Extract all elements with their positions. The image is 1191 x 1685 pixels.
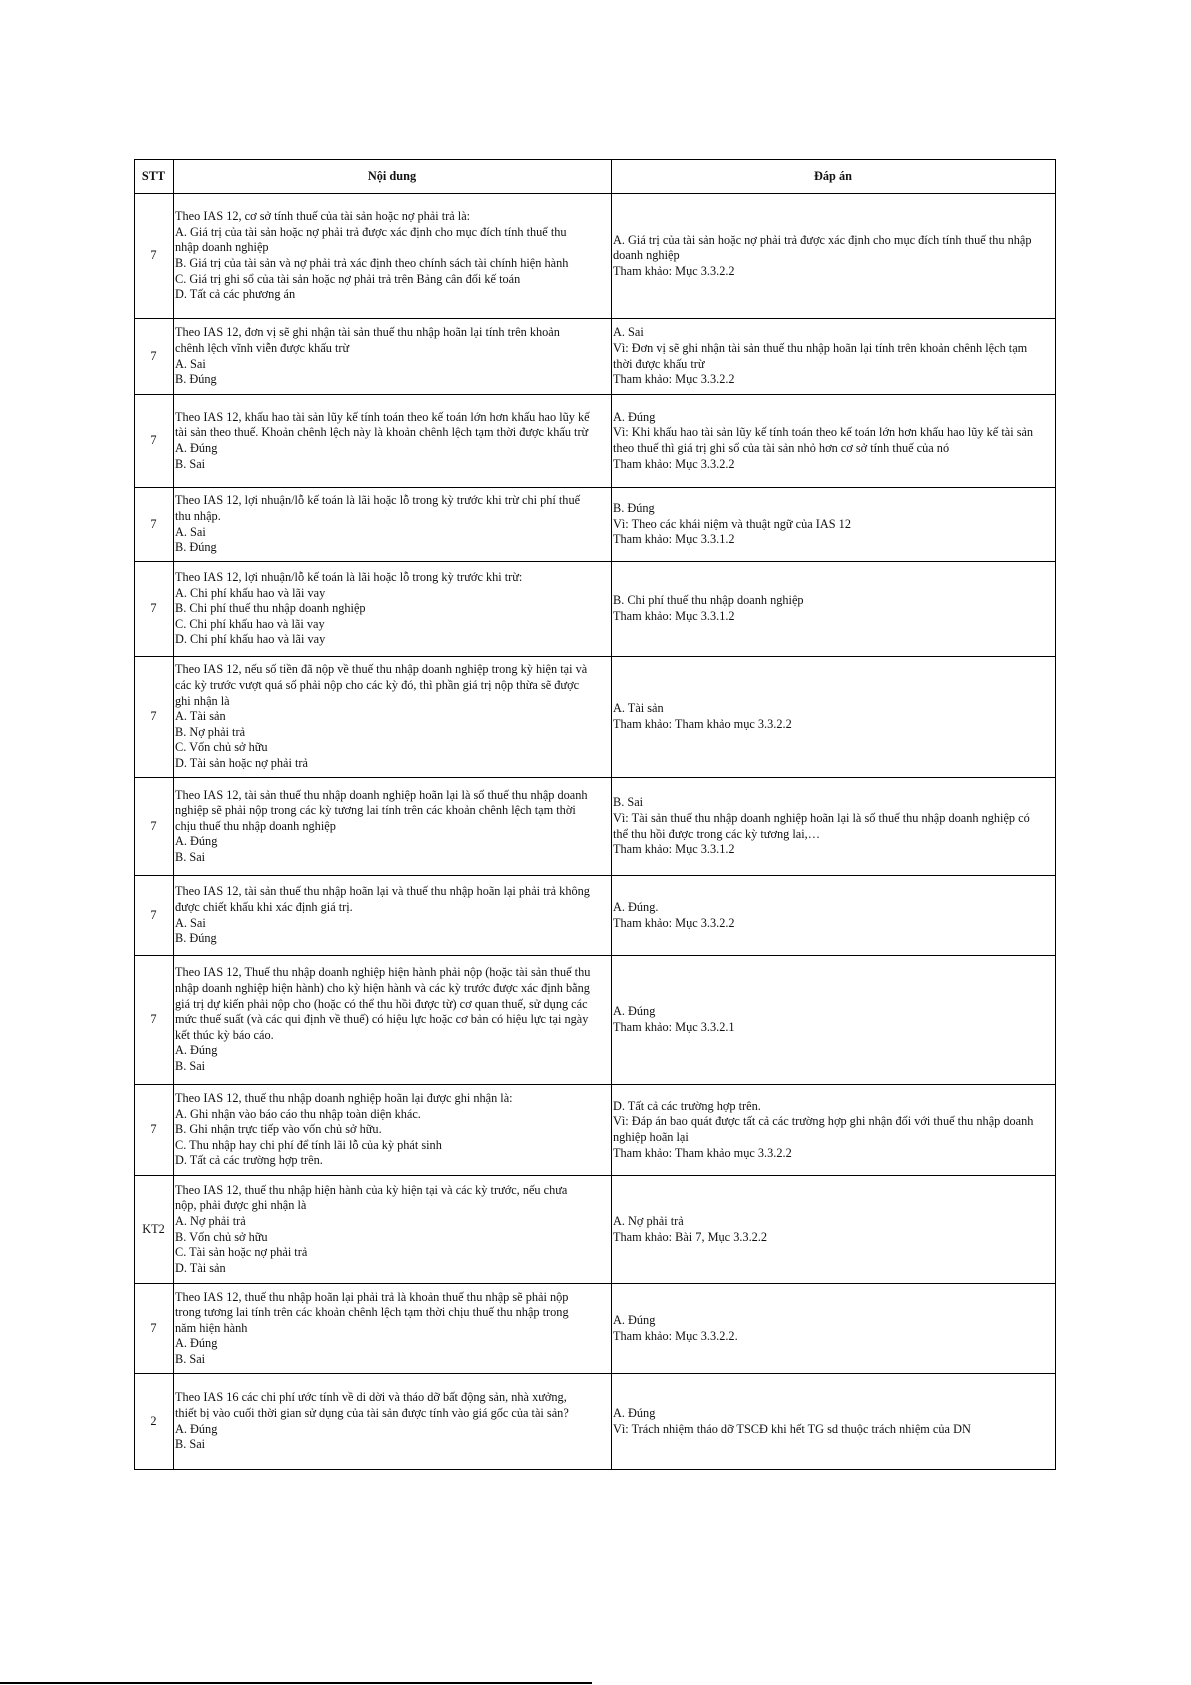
- answer-line: A. Sai: [613, 325, 644, 340]
- question-line: B. Đúng: [175, 372, 217, 387]
- answer-cell: [612, 876, 1056, 956]
- question-line: B. Sai: [175, 456, 206, 471]
- row-number: 7: [135, 488, 174, 562]
- question-line: nhập doanh nghiệp hiện hành) cho kỳ hiện hành và các kỳ trước được xác định bằng: [175, 981, 590, 996]
- answer-line: A. Đúng: [613, 1405, 656, 1420]
- question-line: C. Tài sản hoặc nợ phải trả: [175, 1245, 308, 1260]
- question-line: A. Tài sản: [175, 709, 226, 724]
- question-line: A. Đúng: [175, 441, 218, 455]
- question-cell: [174, 488, 612, 562]
- answer-line: A. Đúng.: [613, 899, 659, 914]
- row-number: 7: [135, 1284, 174, 1374]
- question-line: mức thuế suất (và các qui định về thuế) có hiệu lực hoặc cơ bản có hiệu lực tại ngày: [175, 1012, 589, 1027]
- question-line: A. Sai: [175, 524, 206, 539]
- table-row: [135, 778, 1056, 876]
- question-cell: [174, 319, 612, 395]
- question-line: chênh lệch vĩnh viễn được khấu trừ: [175, 340, 350, 355]
- question-line: A. Ghi nhận vào báo cáo thu nhập toàn diện khác.: [175, 1106, 421, 1121]
- question-line: D. Tất cả các trường hợp trên.: [175, 1153, 323, 1168]
- question-line: B. Ghi nhận trực tiếp vào vốn chủ sở hữu.: [175, 1122, 382, 1137]
- answer-cell: [612, 657, 1056, 778]
- question-line: B. Sai: [175, 849, 206, 864]
- answer-line: B. Sai: [613, 795, 644, 810]
- answer-line: Tham khảo: Mục 3.3.2.1: [613, 1020, 735, 1034]
- answer-line: D. Tất cả các trường hợp trên.: [613, 1098, 761, 1113]
- question-line: năm hiện hành: [175, 1320, 248, 1335]
- table-row: [135, 395, 1056, 488]
- row-number: 2: [135, 1374, 174, 1470]
- question-line: thu nhập.: [175, 508, 221, 523]
- answer-cell: [612, 194, 1056, 319]
- question-line: Theo IAS 12, khấu hao tài sản lũy kế tính toán theo kế toán lớn hơn khấu hao lũy kế: [175, 409, 590, 424]
- answer-line: A. Đúng: [613, 1312, 656, 1327]
- table-row: [135, 657, 1056, 778]
- row-number: 7: [135, 562, 174, 657]
- question-line: A. Đúng: [175, 1421, 218, 1436]
- question-line: Theo IAS 12, thuế thu nhập hiện hành của kỳ hiện tại và các kỳ trước, nếu chưa: [175, 1182, 568, 1197]
- question-line: Theo IAS 12, thuế thu nhập hoãn lại phải trả là khoản thuế thu nhập sẽ phải nộp: [175, 1289, 569, 1304]
- question-cell: [174, 1085, 612, 1176]
- question-line: Theo IAS 12, lợi nhuận/lỗ kế toán là lãi hoặc lỗ trong kỳ trước khi trừ chi phí thuế: [175, 493, 581, 508]
- answer-line: Tham khảo: Mục 3.3.2.2: [613, 456, 735, 471]
- answer-cell: [612, 1085, 1056, 1176]
- row-number: 7: [135, 194, 174, 319]
- answer-line: Tham khảo: Mục 3.3.2.2: [613, 915, 735, 930]
- question-line: B. Sai: [175, 1351, 206, 1366]
- question-cell: [174, 1284, 612, 1374]
- answer-cell: [612, 395, 1056, 488]
- question-line: B. Nợ phải trả: [175, 724, 246, 739]
- question-line: Theo IAS 12, thuế thu nhập doanh nghiệp hoãn lại được ghi nhận là:: [175, 1091, 513, 1106]
- answer-line: Tham khảo: Mục 3.3.2.2: [613, 372, 735, 387]
- question-line: được chiết khấu khi xác định giá trị.: [175, 899, 353, 914]
- question-line: thiết bị vào cuối thời gian sử dụng của tài sản được tính vào giá gốc của tài sản?: [175, 1405, 569, 1420]
- header-answer: Đáp án: [612, 160, 1056, 194]
- question-line: C. Thu nhập hay chi phí để tính lãi lỗ của kỳ phát sinh: [175, 1137, 442, 1152]
- question-line: B. Đúng: [175, 540, 217, 555]
- question-line: C. Giá trị ghi sổ của tài sản hoặc nợ phải trả trên Bảng cân đối kế toán: [175, 271, 521, 286]
- question-line: giá trị dự kiến phải nộp cho (hoặc có thể thu hồi được từ) cơ quan thuế, sử dụng các: [175, 996, 588, 1011]
- answer-cell: [612, 1374, 1056, 1470]
- table-row: [135, 1085, 1056, 1176]
- answer-line: Vì: Khi khấu hao tài sản lũy kế tính toán theo kế toán lớn hơn khấu hao lũy kế tài sản: [613, 425, 1034, 440]
- question-line: A. Sai: [175, 915, 206, 930]
- question-line: B. Sai: [175, 1437, 206, 1452]
- question-cell: [174, 562, 612, 657]
- answer-line: Tham khảo: Bài 7, Mục 3.3.2.2: [613, 1229, 768, 1244]
- table-row: [135, 1176, 1056, 1284]
- row-number: 7: [135, 876, 174, 956]
- question-line: A. Đúng: [175, 1336, 218, 1351]
- question-line: Theo IAS 12, cơ sở tính thuế của tài sản hoặc nợ phải trả là:: [175, 209, 471, 224]
- table-row: [135, 956, 1056, 1085]
- row-number: 7: [135, 395, 174, 488]
- question-line: nộp, phải được ghi nhận là: [175, 1198, 307, 1213]
- row-number: 7: [135, 319, 174, 395]
- question-line: các kỳ trước vượt quá số phải nộp cho các kỳ đó, thì phần giá trị nộp thừa sẽ được: [175, 678, 580, 693]
- question-line: A. Sai: [175, 356, 206, 371]
- answer-line: A. Giá trị của tài sản hoặc nợ phải trả được xác định cho mục đích tính thuế thu nhập: [613, 232, 1032, 247]
- answer-cell: [612, 562, 1056, 657]
- question-line: A. Nợ phải trả: [175, 1213, 246, 1228]
- answer-line: Vì: Đơn vị sẽ ghi nhận tài sản thuế thu nhập hoãn lại tính trên khoản chênh lệch tạm: [613, 340, 1028, 355]
- question-line: Theo IAS 12, Thuế thu nhập doanh nghiệp hiện hành phải nộp (hoặc tài sản thuế thu: [175, 965, 591, 980]
- answer-line: Vì: Trách nhiệm tháo dỡ TSCĐ khi hết TG sd thuộc trách nhiệm của DN: [613, 1421, 971, 1436]
- question-line: D. Tài sản hoặc nợ phải trả: [175, 755, 308, 770]
- question-answer-table: [134, 159, 1056, 1470]
- question-line: A. Đúng: [175, 1043, 218, 1058]
- question-line: Theo IAS 12, nếu số tiền đã nộp về thuế thu nhập doanh nghiệp trong kỳ hiện tại và: [175, 662, 588, 677]
- question-line: nhập doanh nghiệp: [175, 240, 269, 255]
- question-line: Theo IAS 12, đơn vị sẽ ghi nhận tài sản thuế thu nhập hoãn lại tính trên khoản: [175, 325, 560, 340]
- answer-line: A. Đúng: [613, 409, 656, 424]
- table-header-row: [135, 160, 1056, 194]
- answer-cell: [612, 1176, 1056, 1284]
- question-cell: [174, 956, 612, 1085]
- question-line: D. Tất cả các phương án: [175, 287, 296, 302]
- table-row: [135, 876, 1056, 956]
- table-row: [135, 1284, 1056, 1374]
- question-line: C. Vốn chủ sở hữu: [175, 740, 268, 755]
- answer-line: Tham khảo: Mục 3.3.1.2: [613, 532, 735, 547]
- question-line: Theo IAS 12, lợi nhuận/lỗ kế toán là lãi hoặc lỗ trong kỳ trước khi trừ:: [175, 570, 523, 585]
- answer-line: B. Đúng: [613, 501, 655, 516]
- answer-line: Tham khảo: Mục 3.3.1.2: [613, 842, 735, 857]
- footer-divider: [0, 1682, 592, 1684]
- question-line: chịu thuế thu nhập doanh nghiệp: [175, 818, 336, 833]
- answer-line: A. Nợ phải trả: [613, 1213, 684, 1228]
- question-line: B. Vốn chủ sở hữu: [175, 1229, 268, 1244]
- question-line: nghiệp sẽ phải nộp trong các kỳ tương lai tính trên các khoản chênh lệch tạm thời: [175, 803, 576, 818]
- question-cell: [174, 1374, 612, 1470]
- header-stt: STT: [135, 160, 174, 194]
- question-cell: [174, 395, 612, 488]
- answer-line: thời được khấu trừ: [613, 356, 705, 371]
- question-cell: [174, 1176, 612, 1284]
- table-row: [135, 1374, 1056, 1470]
- question-cell: [174, 657, 612, 778]
- table-body: [135, 194, 1056, 1470]
- answer-line: theo thuế thì giá trị ghi sổ của tài sản nhỏ hơn cơ sở tính thuế của nó: [613, 441, 950, 455]
- table-row: [135, 194, 1056, 319]
- answer-cell: [612, 956, 1056, 1085]
- row-number: 7: [135, 1085, 174, 1176]
- question-cell: [174, 876, 612, 956]
- answer-line: nghiệp hoãn lại: [613, 1130, 689, 1144]
- question-line: Theo IAS 12, tài sản thuế thu nhập hoãn lại và thuế thu nhập hoãn lại phải trả không: [175, 884, 590, 899]
- table-row: [135, 562, 1056, 657]
- answer-line: B. Chi phí thuế thu nhập doanh nghiệp: [613, 593, 804, 608]
- question-line: tài sản theo thuế. Khoản chênh lệch này là khoản chênh lệch tạm thời được khấu trừ: [175, 425, 589, 440]
- question-line: kết thúc kỳ báo cáo.: [175, 1027, 274, 1042]
- answer-line: Tham khảo: Mục 3.3.1.2: [613, 609, 735, 623]
- question-line: trong tương lai tính trên các khoản chênh lệch tạm thời chịu thuế thu nhập trong: [175, 1305, 569, 1320]
- row-number: 7: [135, 956, 174, 1085]
- question-line: D. Tài sản: [175, 1260, 226, 1275]
- answer-line: A. Đúng: [613, 1004, 656, 1019]
- answer-line: Tham khảo: Mục 3.3.2.2: [613, 263, 735, 278]
- row-number: 7: [135, 657, 174, 778]
- question-line: B. Đúng: [175, 931, 217, 946]
- row-number: 7: [135, 778, 174, 876]
- answer-line: Tham khảo: Tham khảo mục 3.3.2.2: [613, 1145, 792, 1160]
- question-line: A. Giá trị của tài sản hoặc nợ phải trả được xác định cho mục đích tính thuế thu: [175, 224, 567, 239]
- answer-line: Tham khảo: Mục 3.3.2.2.: [613, 1328, 738, 1343]
- table-row: [135, 488, 1056, 562]
- question-line: A. Chi phí khấu hao và lãi vay: [175, 585, 326, 600]
- question-line: Theo IAS 16 các chi phí ước tính về di dời và tháo dỡ bất động sản, nhà xưởng,: [175, 1390, 567, 1405]
- row-number: KT2: [135, 1176, 174, 1284]
- question-line: B. Chi phí thuế thu nhập doanh nghiệp: [175, 601, 366, 616]
- question-line: B. Sai: [175, 1058, 206, 1073]
- answer-line: Tham khảo: Tham khảo mục 3.3.2.2: [613, 717, 792, 731]
- answer-line: Vì: Đáp án bao quát được tất cả các trường hợp ghi nhận đối với thuế thu nhập doanh: [613, 1114, 1034, 1129]
- answer-cell: [612, 488, 1056, 562]
- question-line: B. Giá trị của tài sản và nợ phải trả xác định theo chính sách tài chính hiện hành: [175, 256, 569, 270]
- header-content: Nội dung: [174, 160, 612, 194]
- table-row: [135, 319, 1056, 395]
- question-line: A. Đúng: [175, 834, 218, 849]
- question-line: Theo IAS 12, tài sản thuế thu nhập doanh nghiệp hoãn lại là số thuế thu nhập doanh: [175, 787, 588, 802]
- question-line: ghi nhận là: [175, 693, 230, 708]
- question-line: C. Chi phí khấu hao và lãi vay: [175, 616, 325, 631]
- answer-cell: [612, 1284, 1056, 1374]
- answer-cell: [612, 319, 1056, 395]
- answer-line: Vì: Tài sản thuế thu nhập doanh nghiệp hoãn lại là số thuế thu nhập doanh nghiệp có: [613, 810, 1030, 825]
- question-cell: [174, 194, 612, 319]
- answer-cell: [612, 778, 1056, 876]
- answer-line: Vì: Theo các khái niệm và thuật ngữ của IAS 12: [613, 516, 851, 531]
- question-line: D. Chi phí khấu hao và lãi vay: [175, 632, 326, 647]
- question-cell: [174, 778, 612, 876]
- answer-line: doanh nghiệp: [613, 248, 680, 263]
- answer-line: A. Tài sản: [613, 701, 664, 716]
- answer-line: thể thu hồi được trong các kỳ tương lai,…: [613, 826, 820, 841]
